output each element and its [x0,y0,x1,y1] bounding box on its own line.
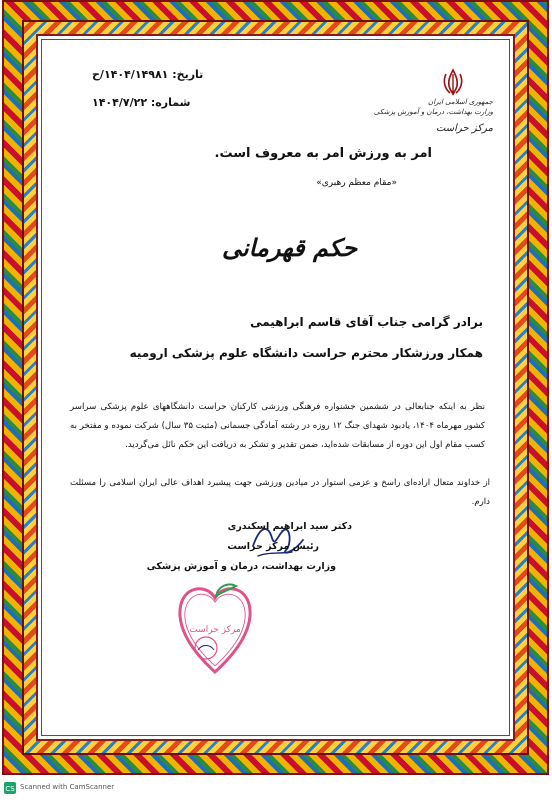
quote-text: امر به ورزش امر به معروف است. [214,146,432,161]
letter-date: تاریخ: ۱۴۰۴/۱۴۹۸۱/ح [92,68,204,81]
signatory-organization: وزارت بهداشت، درمان و آموزش پزشکی [146,561,336,572]
ministry-header [373,68,493,150]
signatory-name: دکتر سید ابراهیم اسکندری [227,521,352,532]
letter-number: شماره: ۱۴۰۴/۷/۲۲ [92,96,191,109]
certificate-title: حکم قهرمانی [222,233,358,262]
recipient-name: برادر گرامی جناب آقای قاسم ابراهیمی [250,315,483,329]
stamp-label: مرکز حراست [189,625,241,635]
ministry-line-2: وزارت بهداشت، درمان و آموزش پزشکی [373,108,493,116]
official-stamp [170,576,260,676]
svg-text:CS: CS [5,785,15,793]
quote-source: «مقام معظم رهبری» [316,178,397,188]
recipient-position: همکار ورزشکار محترم حراست دانشگاه علوم پزشکی ارومیه [129,346,483,360]
body-paragraph-2: از خداوند متعال اراده‌ای راسخ و عزمی استوار در میادین ورزشی جهت پیشبرد اهداف عالی ایران اسلامی را مسئلت دارم. [70,478,490,507]
scanner-watermark: Scanned with CamScanner [20,783,115,791]
body-paragraph-1: نظر به اینکه جنابعالی در ششمین جشنواره فرهنگی ورزشی کارکنان حراست دانشگاههای علوم پزشکی سراسر کشور مهرماه ۱۴۰۴، یادبود شهدای جنگ ۱۲ روزه در رشته آمادگی جسمانی (مثبت ۳۵ سال) شرکت نموده و مفتخر به کسب مقام اول این دوره از مسابقات شده‌اید، ضمن تقدیر و تشکر به دریافت این حکم نائل می‌گردید. [70,402,485,450]
ministry-line-1: جمهوری اسلامی ایران [428,98,493,106]
ministry-line-3: مرکز حراست [435,123,493,134]
signatory-role: رئیس مرکز حراست [227,541,319,552]
camscanner-logo-icon [4,782,16,794]
iran-emblem-icon [440,68,466,96]
